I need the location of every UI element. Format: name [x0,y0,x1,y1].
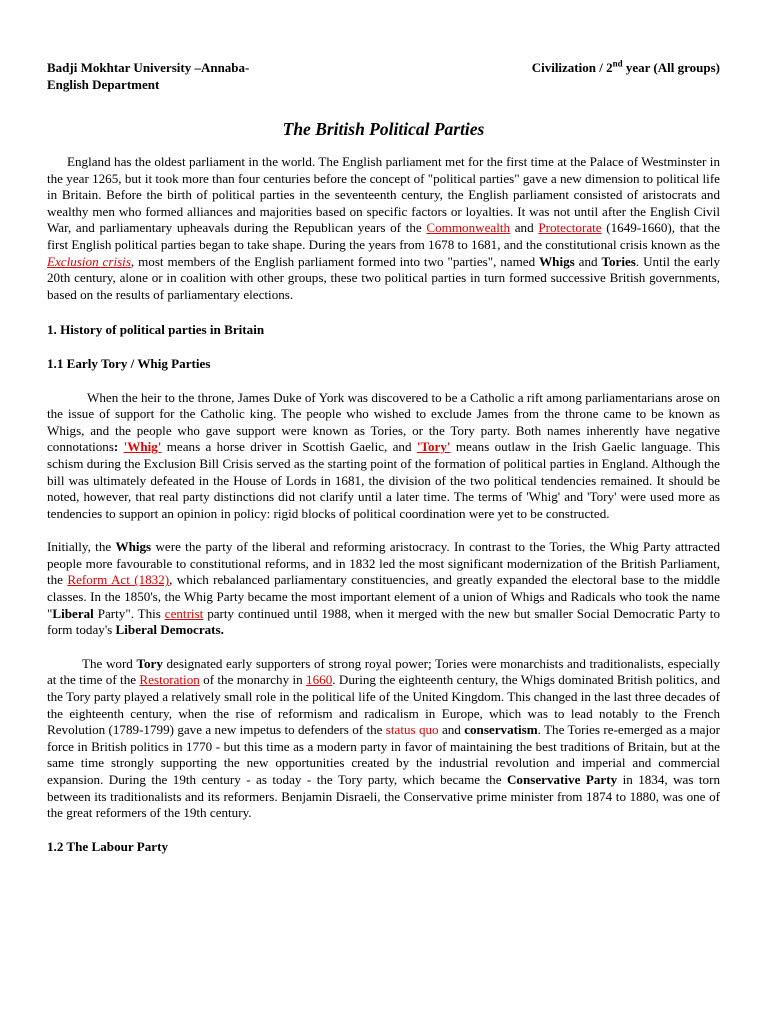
whigs-text-5: party continued until 1988, when it merged with the new but smaller Social Democratic Party to form today's [47,605,720,638]
whigs-text-2: were the party of the liberal and reforming aristocracy. In contrast to the Tories, the Whig Party attracted people more favourable to constitutional reforms, and in 1832 led the most significant modernization of the British Parliament, the [47,539,721,588]
tory-text-7: in 1834, was torn between its traditionalists and its reformers. Benjamin Disraeli, the Conservative prime minister from 1874 to 1880, was one of the great reformers of the 19th century. [47,772,720,821]
tory-text-4: . During the eighteenth century, the Whigs dominated British politics, and the Tory party played a relatively small role in the political life of the United Kingdom. This changed in the last three decades of the eighteenth century, when the rise of reformism and radicalism in Europe, which was to lead notably to the French Revolution (1789-1799) gave a new impetus to defenders of the [47,672,721,738]
early-colon: : [113,439,124,455]
intro-bold-tories: Tories [601,253,636,269]
whigs-bold-liberal-democrats: Liberal Democrats. [115,622,224,638]
whigs-bold-liberal: Liberal [52,605,94,621]
whigs-paragraph [47,539,720,639]
link-1660[interactable]: 1660 [306,672,333,688]
section-1-2-heading: 1.2 The Labour Party [47,838,169,854]
university-name: Badji Mokhtar University –Annaba- [47,60,250,75]
course-info-pre: Civilization / 2 [531,60,613,75]
document-title: The British Political Parties [282,119,485,139]
tory-paragraph [47,656,720,822]
link-whig-label: 'Whig' [123,439,162,455]
link-tory[interactable] [417,439,451,454]
department-name: English Department [47,76,160,92]
course-info-post: year (All groups) [622,60,720,75]
early-text-1: When the heir to the throne, James Duke of York was discovered to be a Catholic a rift among parliamentarians arose on the issue of support for the Catholic king. The people who wished to exclude James from the throne came to be known as Whigs, and the people who gave support were known as Tories, or the Tory party. Both names inherently have negative connotations [47,389,720,455]
tory-text-5: and [438,722,465,738]
early-parties-paragraph [47,390,720,523]
institution-block [47,60,249,93]
whigs-bold-whigs: Whigs [115,539,152,555]
page-header [47,60,720,93]
link-whig[interactable] [124,439,162,454]
tory-bold-conservatism: conservatism [464,722,538,738]
section-1-1-heading: 1.1 Early Tory / Whig Parties [47,355,211,371]
tory-text-2: designated early supporters of strong royal power; Tories were monarchists and traditionalists, especially at the time of the [47,655,720,688]
course-info-sup: nd [612,58,623,69]
intro-text-6: . Until the early 20th century, alone or in coalition with other groups, these two political parties in turn formed successive British governments, based on the results of parliamentary elections. [47,253,720,302]
whigs-text-4: Party". This [93,605,165,621]
whigs-text-1: Initially, the [47,539,116,555]
link-reform-act[interactable]: Reform Act (1832) [67,572,170,588]
whigs-text-3: , which rebalanced parliamentary constituencies, and greatly expanded the electoral base to the middle classes. In the 1850's, the Whig Party became the most important element of a union of Whigs and Radicals who took the name " [47,572,720,621]
early-text-2: means a horse driver in Scottish Gaelic, and [161,439,417,455]
link-restoration[interactable]: Restoration [139,672,200,688]
intro-bold-whigs: Whigs [539,253,575,269]
link-centrist[interactable]: centrist [164,605,204,621]
tory-text-1: The word [82,655,137,671]
tory-bold-conservative-party: Conservative Party [506,772,618,787]
intro-text-3: (1649-1660), that the first English political parties began to take shape. During the years from 1678 to 1681, and the constitutional crisis known as the [47,220,721,252]
tory-bold-tory: Tory [136,655,163,671]
intro-paragraph [47,154,720,303]
tory-text-3: of the monarchy in [199,672,307,688]
intro-text-1: England has the oldest parliament in the world. The English parliament met for the first time at the Palace of Westminster in the year 1265, but it took more than four centuries before the concept of "political parties" gave a new dimension to political life in Britain. Before the birth of political parties in the seventeenth century, the English parliament consisted of aristocrats and wealthy men who formed alliances and majorities based on specific factors or loyalties. It was not until after the English Civil War, and parliamentary upheavals during the Republican years of the [47,154,720,236]
course-info [532,60,720,93]
intro-text-5: and [574,253,602,269]
tory-text-6: . The Tories re-emerged as a major force in British politics in 1770 - but this time as a modern party in favor of maintaining the best traditions of Britain, but at the same time strongly supporting the new opportunities created by the industrial revolution and imperial and commercial expansion. During the 19th century - as today - the Tory party, which became the [47,722,720,787]
section-1-heading: 1. History of political parties in Britain [47,322,265,338]
link-commonwealth[interactable]: Commonwealth [426,220,511,236]
link-exclusion-crisis[interactable]: Exclusion crisis [47,253,131,269]
early-text-3: means outlaw in the Irish Gaelic language. This schism during the Exclusion Bill Crisis served as the starting point of the formation of political parties in England. Although the bill was ultimately defeated in the House of Lords in 1681, the division of the two political tendencies remained. It should be noted, however, that real party distinctions did not clarify until a later time. The terms of 'Whig' and 'Tory' were used more as tendencies to support an opinion in policy: rigid blocks of political coordination were yet to be constructed. [47,439,720,521]
intro-text-2: and [510,220,539,236]
link-protectorate[interactable]: Protectorate [538,220,602,236]
link-tory-label: 'Tory' [416,439,451,455]
intro-text-4: , most members of the English parliament formed into two "parties", named [130,253,540,269]
status-quo-text: status quo [385,722,439,738]
